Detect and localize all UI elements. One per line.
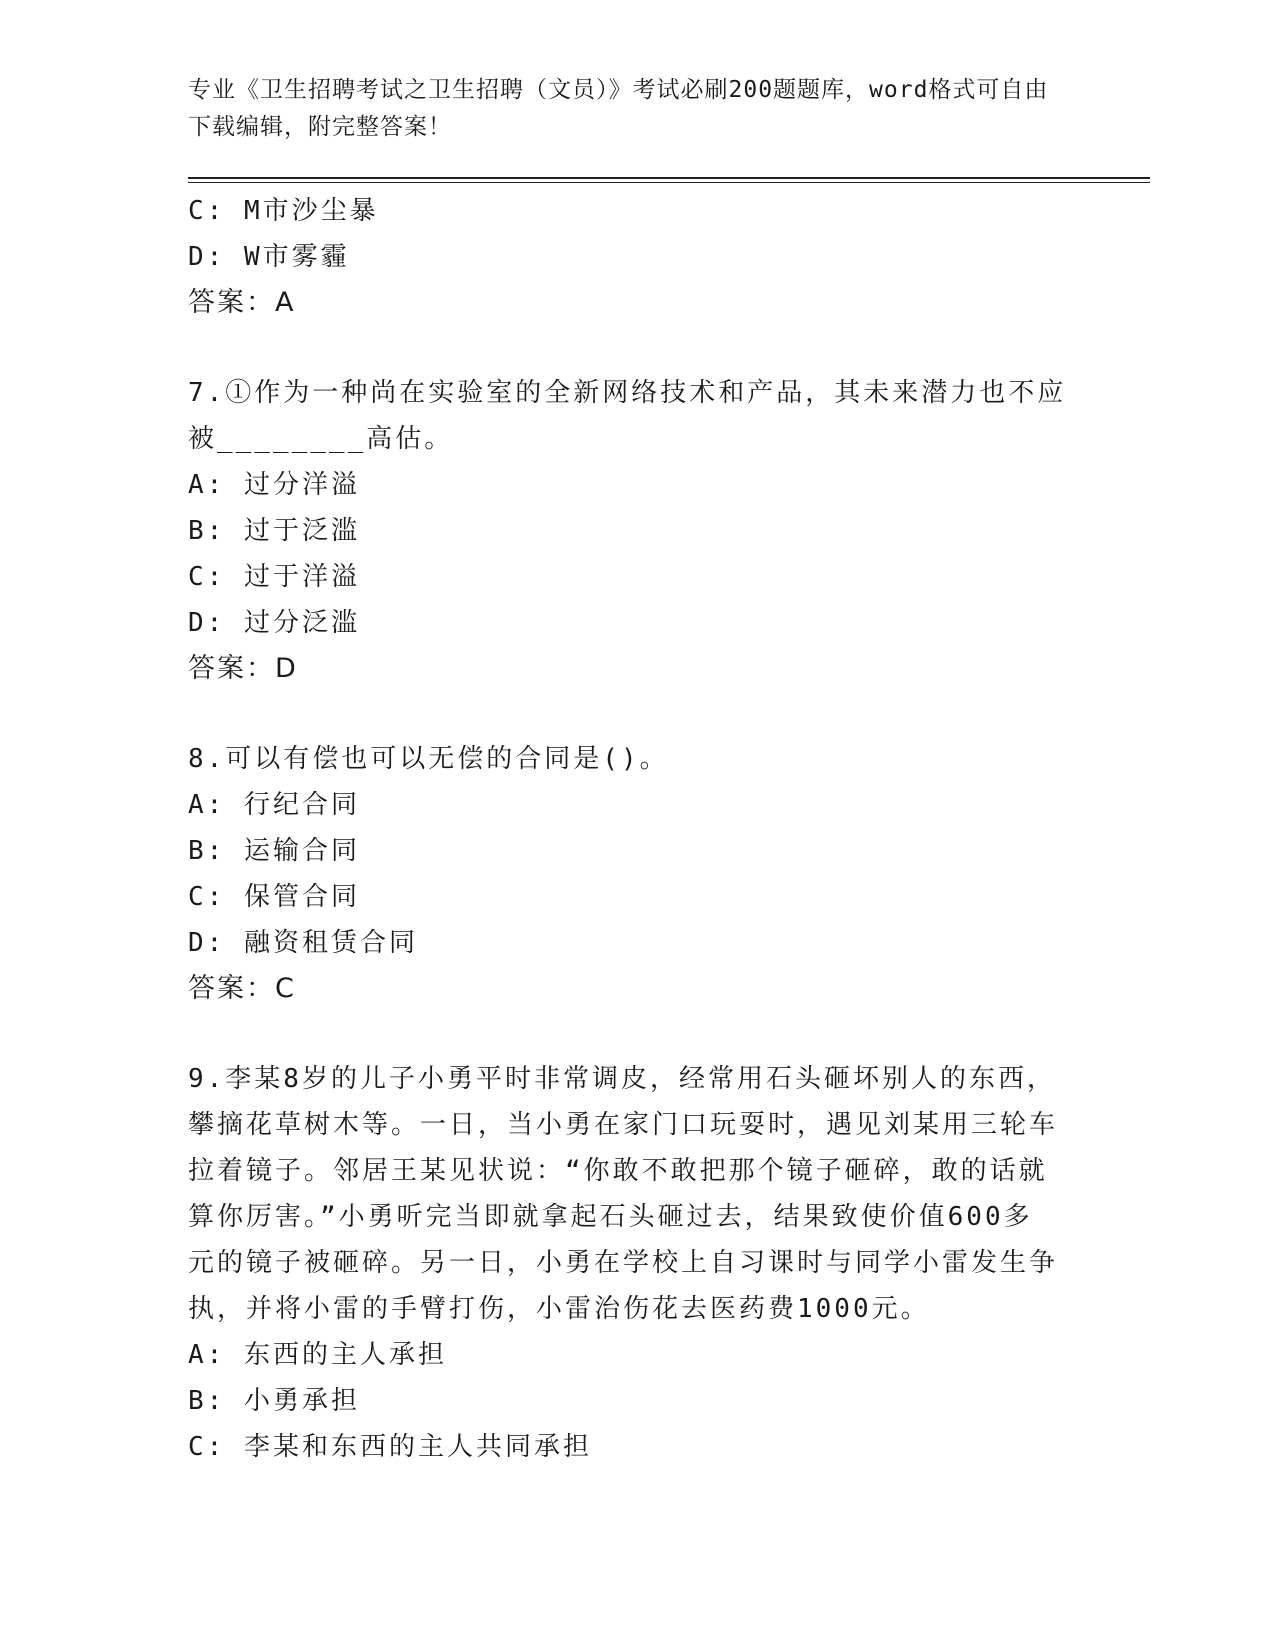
header-divider-thick — [188, 177, 1150, 179]
question-stem: 7.①作为一种尚在实验室的全新网络技术和产品，其未来潜力也不应 — [188, 378, 1067, 408]
answer-line: 答案：C — [188, 973, 296, 1004]
question-6-tail — [188, 188, 1068, 326]
question-8 — [188, 736, 1068, 1012]
option-c: C: M市沙尘暴 — [188, 196, 379, 226]
question-stem-continued: 被________高估。 — [188, 424, 454, 454]
option-c: C: 保管合同 — [188, 882, 360, 912]
spacer — [188, 326, 1068, 370]
question-stem-line-4: 算你厉害。”小勇听完当即就拿起石头砸过去，结果致使价值600多 — [188, 1202, 1033, 1232]
option-a: A: 东西的主人承担 — [188, 1340, 447, 1370]
spacer — [188, 1012, 1068, 1056]
question-7 — [188, 370, 1068, 692]
answer-line: 答案：A — [188, 287, 296, 318]
document-header — [188, 72, 1068, 146]
question-stem-line-3: 拉着镜子。邻居王某见状说：“你敢不敢把那个镜子砸碎，敢的话就 — [188, 1156, 1048, 1186]
option-b: B: 运输合同 — [188, 836, 360, 866]
option-d: D: 融资租赁合同 — [188, 928, 418, 958]
question-9 — [188, 1056, 1068, 1470]
option-d: D: W市雾霾 — [188, 242, 350, 272]
option-b: B: 小勇承担 — [188, 1386, 360, 1416]
question-stem: 8.可以有偿也可以无偿的合同是()。 — [188, 744, 669, 774]
option-c: C: 李某和东西的主人共同承担 — [188, 1432, 592, 1462]
spacer — [188, 692, 1068, 736]
header-divider-thin — [188, 182, 1150, 183]
question-stem-line-6: 执，并将小雷的手臂打伤，小雷治伤花去医药费1000元。 — [188, 1294, 930, 1324]
option-b: B: 过于泛滥 — [188, 516, 360, 546]
option-a: A: 行纪合同 — [188, 790, 360, 820]
answer-line: 答案：D — [188, 653, 298, 684]
option-d: D: 过分泛滥 — [188, 608, 360, 638]
option-a: A: 过分洋溢 — [188, 470, 360, 500]
question-stem-line-2: 攀摘花草树木等。一日，当小勇在家门口玩耍时，遇见刘某用三轮车 — [188, 1110, 1059, 1140]
question-content — [188, 188, 1068, 1470]
option-c: C: 过于洋溢 — [188, 562, 360, 592]
question-stem-line-5: 元的镜子被砸碎。另一日，小勇在学校上自习课时与同学小雷发生争 — [188, 1248, 1059, 1278]
header-text: 专业《卫生招聘考试之卫生招聘（文员）》考试必刷200题题库，word格式可自由下载编辑，附完整答案！ — [188, 77, 1049, 140]
question-stem-line-1: 9.李某8岁的儿子小勇平时非常调皮，经常用石头砸坏别人的东西， — [188, 1064, 1056, 1094]
